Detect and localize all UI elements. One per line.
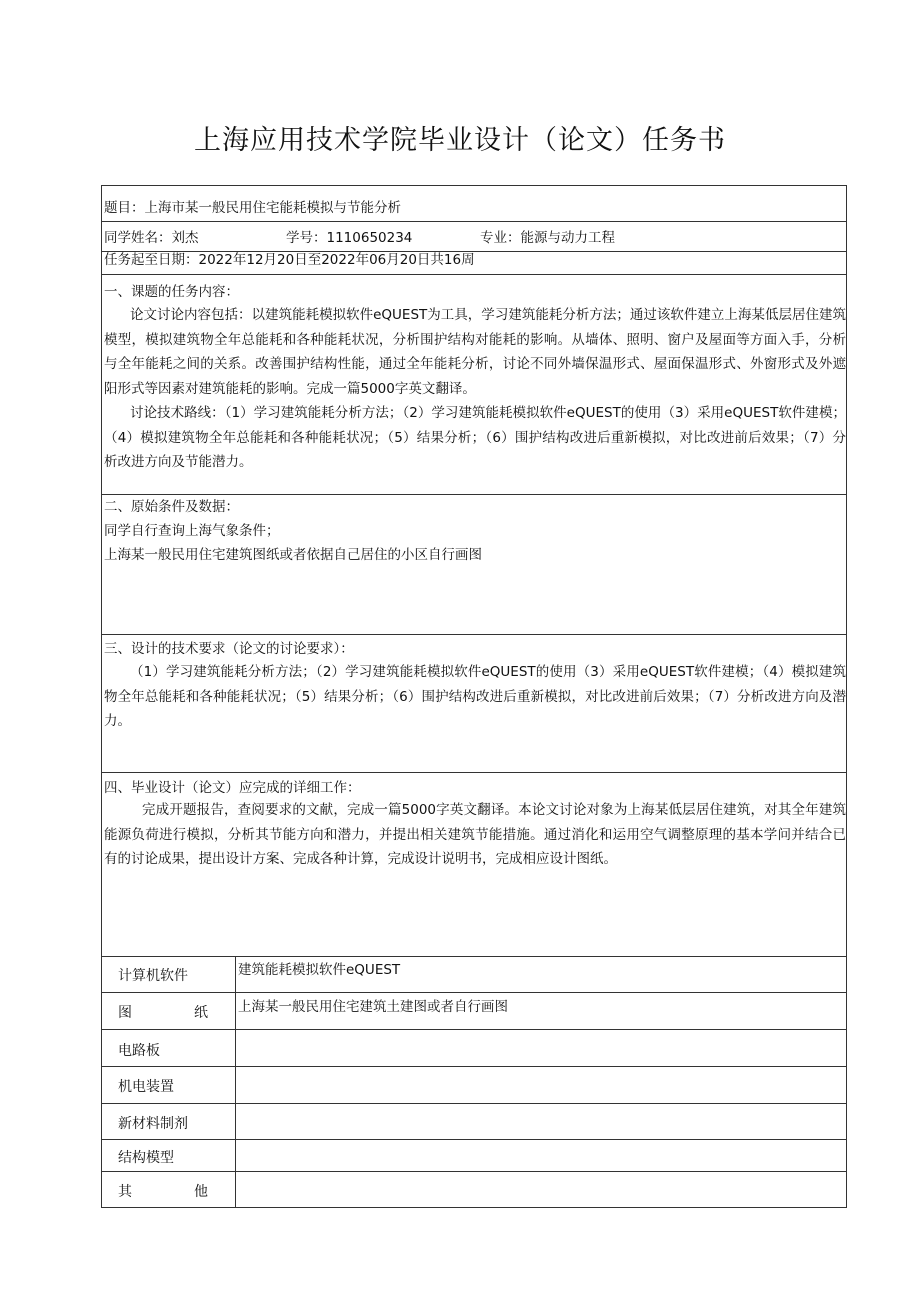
major: 专业：能源与动力工程 [480,230,615,246]
section-1-heading: 一、课题的任务内容： [104,284,239,300]
section-3-heading: 三、设计的技术要求（论文的讨论要求）： [104,641,354,657]
row-divider [102,274,846,275]
row-divider [102,1066,846,1067]
row-divider [102,1139,846,1140]
other-label [118,1181,208,1201]
other-label-part: 他 [194,1184,208,1200]
row-divider [102,1103,846,1104]
row-divider [102,221,846,222]
section-3-paragraph: （1）学习建筑能耗分析方法；（2）学习建筑能耗模拟软件eQUEST的使用（3）采用eQUEST软件建模；（4）模拟建筑物全年总能耗和各种能耗状况；（5）结果分析；（6）围护结构改进后重新模拟，对比改进前后效果；（7）分析改进方向及潜力。 [104,664,846,729]
task-period: 任务起至日期：2022年12月20日至2022年06月20日共16周 [104,252,475,268]
section-4-heading: 四、毕业设计（论文）应完成的详细工作： [104,780,361,796]
section-3-body [104,660,846,734]
drawing-label-part: 图 [118,1005,132,1021]
section-divider [102,956,846,957]
section-2-heading: 二、原始条件及数据： [104,499,239,515]
section-1-paragraph: 论文讨论内容包括：以建筑能耗模拟软件eQUEST为工具，学习建筑能耗分析方法；通过该软件建立上海某低层居住建筑模型，模拟建筑物全年总能耗和各种能耗状况，分析围护结构对能耗的影响。从墙体、照明、窗户及屋面等方面入手，分析与全年能耗之间的关系。改善围护结构性能，通过全年能耗分析，讨论不同外墙保温形式、屋面保温形式、外窗形式及外遮阳形式等因素对建筑能耗的影响。完成一篇5000字英文翻译。 [104,307,846,397]
section-2-line: 同学自行查询上海气象条件； [104,523,280,539]
drawing-value: 上海某一般民用住宅建筑土建图或者自行画图 [238,999,508,1015]
section-2-line: 上海某一般民用住宅建筑图纸或者依据自己居住的小区自行画图 [104,547,482,563]
section-1-paragraph: 讨论技术路线：（1）学习建筑能耗分析方法；（2）学习建筑能耗模拟软件eQUEST的使用（3）采用eQUEST软件建模；（4）模拟建筑物全年总能耗和各种能耗状况；（5）结果分析；（6）围护结构改进后重新模拟，对比改进前后效果；（7）分析改进方向及节能潜力。 [104,405,846,470]
student-id: 学号：1110650234 [286,230,413,246]
other-label-part: 其 [118,1184,132,1200]
row-divider [102,1029,846,1030]
material-label: 新材料制剂 [118,1116,188,1132]
topic-line: 题目：上海市某一般民用住宅能耗模拟与节能分析 [104,200,401,216]
mech-label: 机电装置 [118,1079,174,1095]
section-1-body [104,303,846,475]
circuit-label: 电路板 [118,1043,160,1059]
section-4-body [104,798,846,872]
software-label: 计算机软件 [118,968,188,984]
task-form-table [101,185,847,1208]
drawing-label-part: 纸 [194,1005,208,1021]
student-name: 同学姓名：刘杰 [104,230,199,246]
page-title: 上海应用技术学院毕业设计（论文）任务书 [194,125,726,156]
section-divider [102,772,846,773]
row-divider [102,1171,846,1172]
section-divider [102,634,846,635]
drawing-label [118,1002,208,1022]
model-label: 结构模型 [118,1150,174,1166]
column-divider [235,956,236,1207]
section-4-paragraph: 完成开题报告，查阅要求的文献，完成一篇5000字英文翻译。本论文讨论对象为上海某低层居住建筑，对其全年建筑能源负荷进行模拟，分析其节能方向和潜力，并提出相关建筑节能措施。通过消化和运用空气调整原理的基本学问并结合已有的讨论成果，提出设计方案、完成各种计算，完成设计说明书，完成相应设计图纸。 [104,802,846,867]
software-value: 建筑能耗模拟软件eQUEST [238,962,401,978]
row-divider [102,992,846,993]
